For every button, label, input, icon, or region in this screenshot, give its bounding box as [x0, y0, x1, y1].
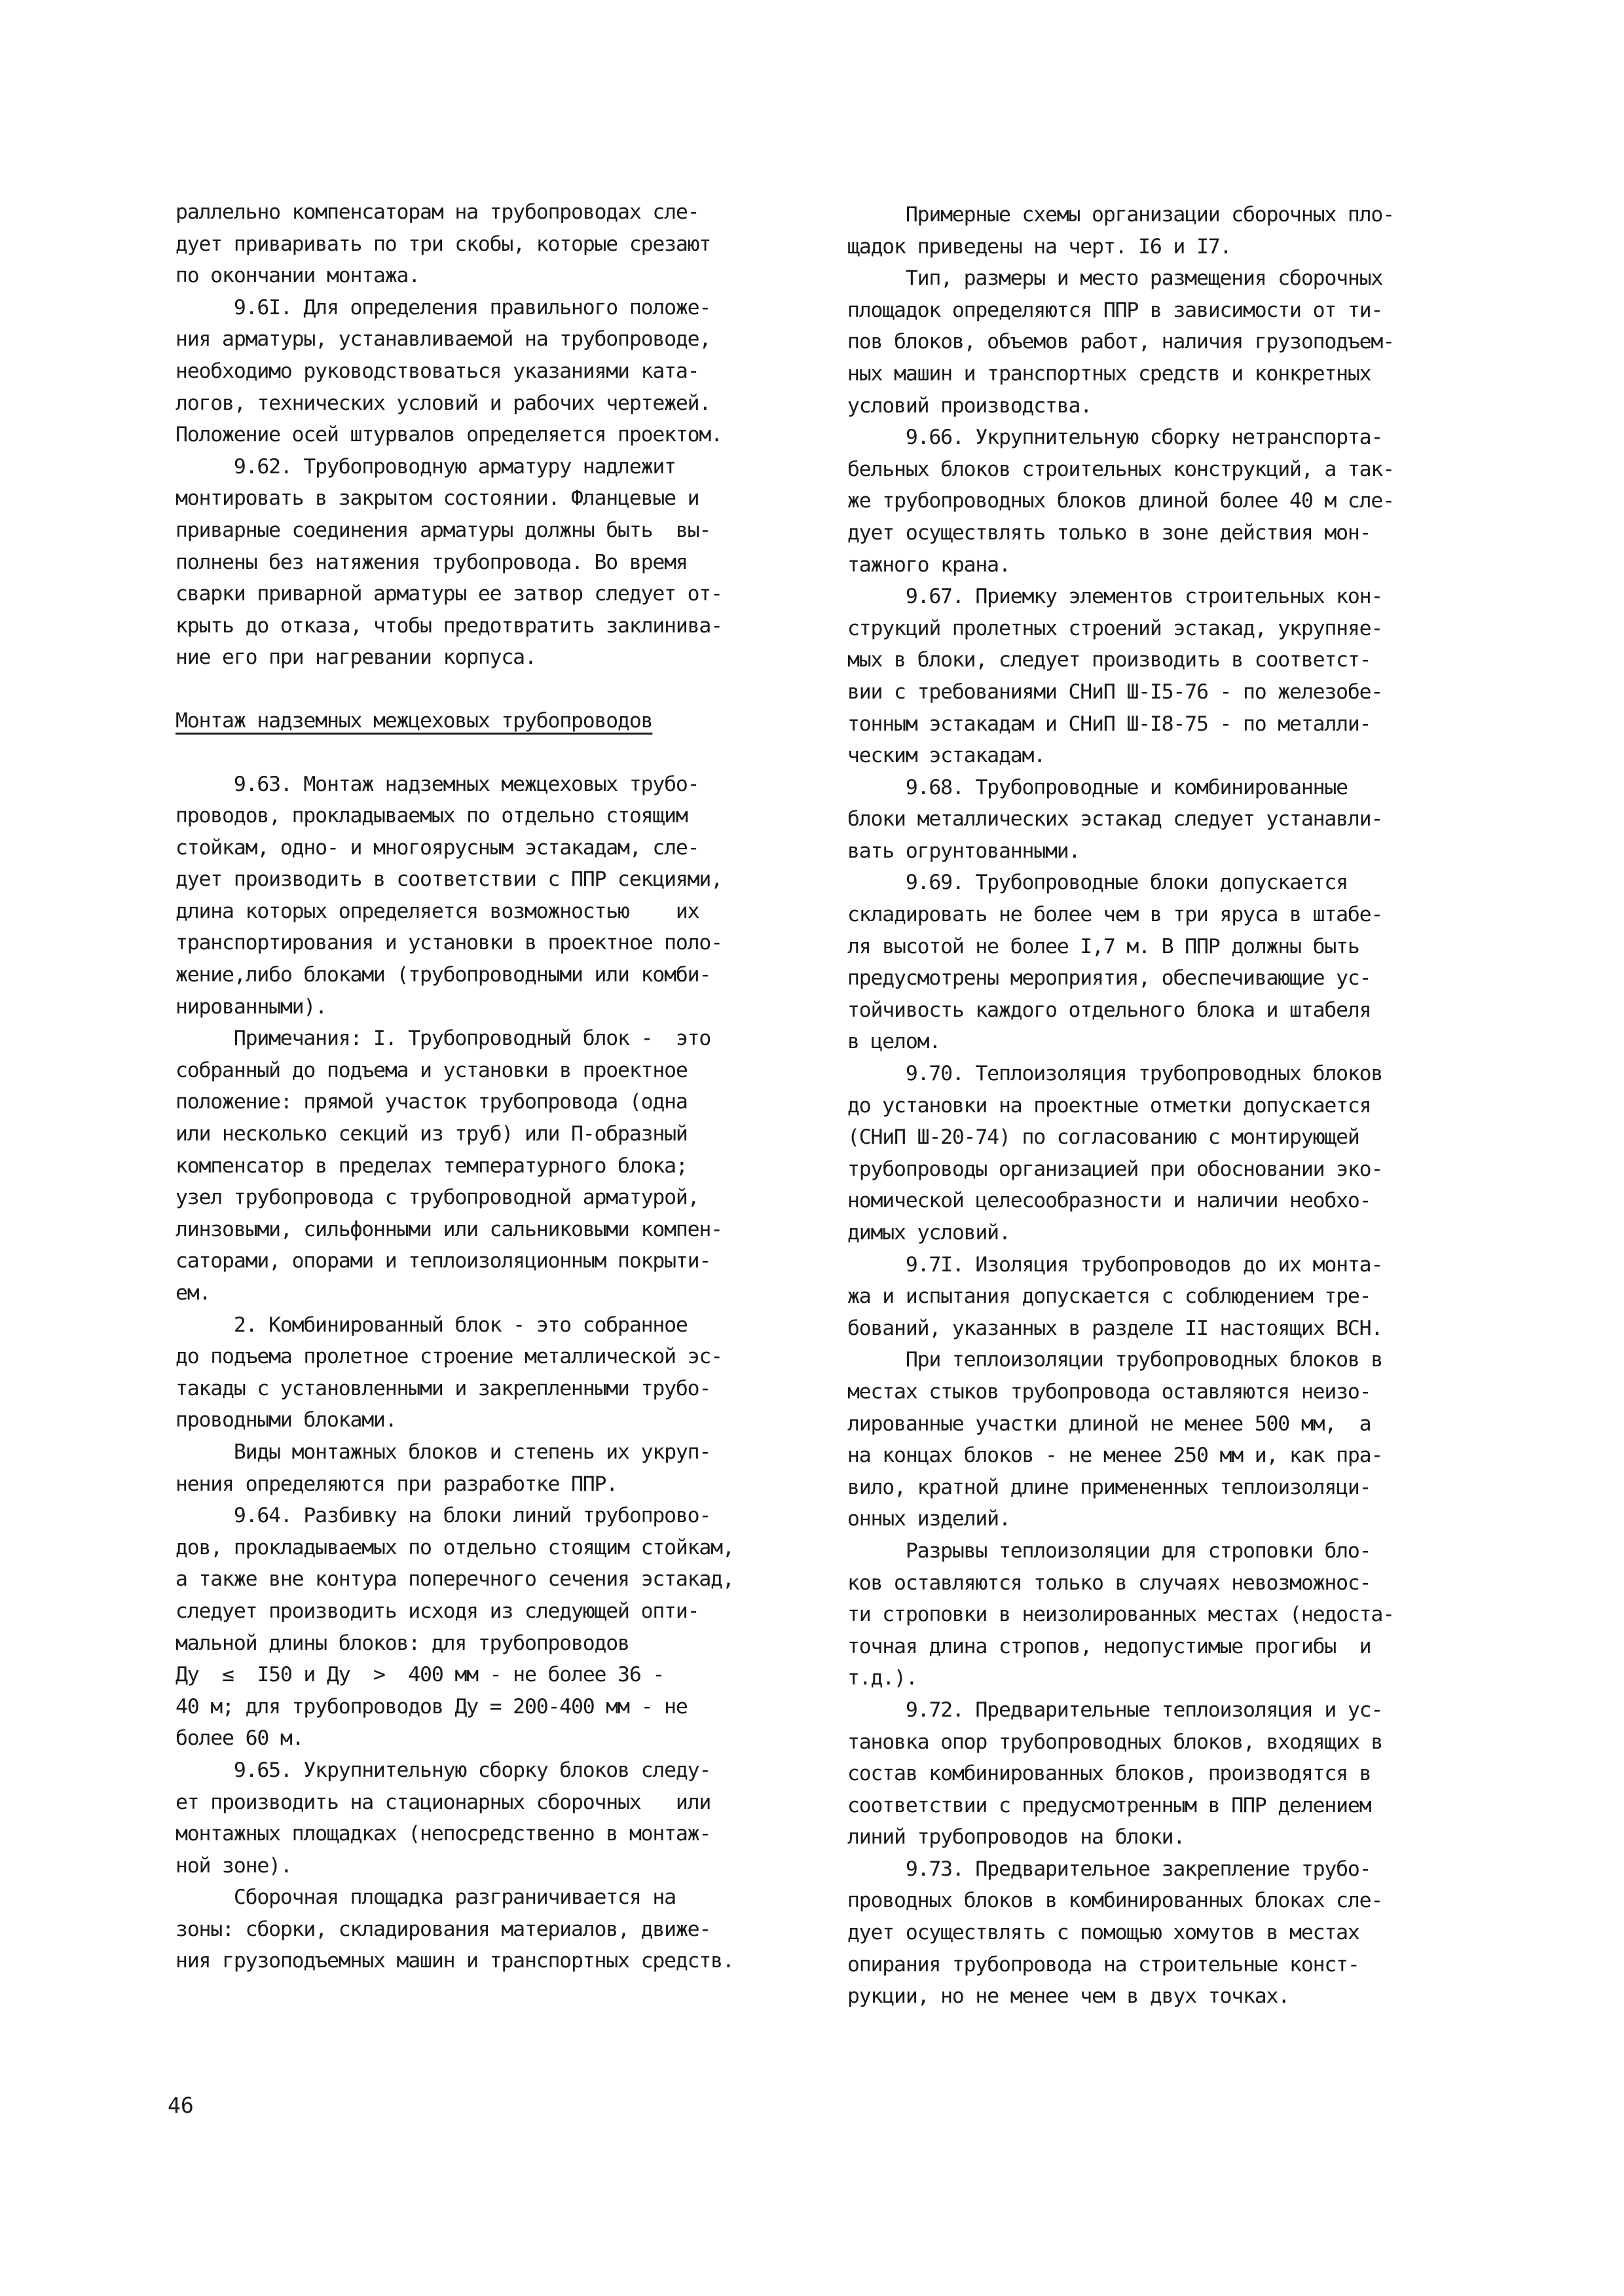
- text-line: монтажных площадках (непосредственно в монтаж-: [175, 1822, 711, 1846]
- text-line: компенсатор в пределах температурного блока;: [175, 1154, 688, 1178]
- text-line: необходимо руководствоваться указаниями ката-: [175, 359, 699, 383]
- text-line: узел трубопровода с трубопроводной арматурой,: [175, 1186, 699, 1210]
- text-line: 9.63. Монтаж надземных межцеховых трубо-: [175, 772, 699, 796]
- text-line: местах стыков трубопровода оставляются неизо-: [847, 1379, 1371, 1404]
- text-line: 9.73. Предварительное закрепление трубо-: [847, 1857, 1371, 1881]
- text-line: бельных блоков строительных конструкций, а так-: [847, 457, 1394, 481]
- text-line: монтировать в закрытом состоянии. Фланцевые и: [175, 486, 699, 511]
- text-line: более 60 м.: [175, 1726, 304, 1751]
- text-line: соответствии с предусмотренным в ППР делением: [847, 1793, 1371, 1817]
- text-line: логов, технических условий и рабочих чертежей.: [175, 391, 711, 415]
- text-line: раллельно компенсаторам на трубопроводах сле-: [175, 200, 699, 224]
- text-line: лированные участки длиной не менее 500 мм, а: [847, 1412, 1371, 1436]
- text-line: стойкам, одно- и многоярусным эстакадам, сле-: [175, 835, 699, 860]
- text-line: 2. Комбинированный блок - это собранное: [175, 1313, 688, 1337]
- text-line: тонным эстакадам и СНиП Ш-I8-75 - по металли-: [847, 712, 1371, 736]
- text-line: полнены без натяжения трубопровода. Во время: [175, 550, 688, 574]
- text-line: Разрывы теплоизоляции для строповки бло-: [847, 1539, 1371, 1563]
- text-line: 9.64. Разбивку на блоки линий трубопрово-: [175, 1504, 711, 1528]
- text-line: 9.70. Теплоизоляция трубопроводных блоков: [847, 1062, 1383, 1086]
- text-line: ем.: [175, 1281, 211, 1305]
- text-line: ков оставляются только в случаях невозможнос-: [847, 1571, 1371, 1595]
- text-line: блоки металлических эстакад следует устанавли-: [847, 807, 1383, 831]
- text-line: трубопроводы организацией при обосновании эко-: [847, 1157, 1383, 1181]
- text-line: 9.67. Приемку элементов строительных кон-: [847, 585, 1383, 609]
- text-line: 9.68. Трубопроводные и комбинированные: [847, 775, 1348, 799]
- text-line: Примерные схемы организации сборочных пло-: [847, 203, 1394, 227]
- left-column: [175, 196, 837, 1977]
- text-line: крыть до отказа, чтобы предотвратить заклинива-: [175, 613, 722, 638]
- text-line: такады с установленными и закрепленными трубо-: [175, 1376, 711, 1400]
- text-line: щадок приведены на черт. I6 и I7.: [847, 234, 1232, 259]
- left-block-2: [175, 769, 837, 1978]
- text-line: а также вне контура поперечного сечения эстакад,: [175, 1567, 734, 1592]
- text-line: ния арматуры, устанавливаемой на трубопроводе,: [175, 327, 711, 352]
- text-line: положение: прямой участок трубопровода (одна: [175, 1090, 688, 1114]
- text-line: длина которых определяется возможностью их: [175, 899, 699, 923]
- text-line: 9.72. Предварительные теплоизоляция и ус-: [847, 1698, 1383, 1722]
- text-line: нированными).: [175, 994, 327, 1019]
- text-line: условий производства.: [847, 393, 1092, 418]
- text-line: приварные соединения арматуры должны быть вы-: [175, 518, 711, 542]
- text-line: линзовыми, сильфонными или сальниковыми компен-: [175, 1217, 722, 1241]
- text-line: вии с требованиями СНиП Ш-I5-76 - по железобе-: [847, 680, 1383, 704]
- text-line: проводных блоков в комбинированных блоках сле-: [847, 1889, 1383, 1913]
- text-line: следует производить исходя из следующей опти-: [175, 1599, 699, 1623]
- text-line: мых в блоки, следует производить в соответст-: [847, 648, 1371, 672]
- text-line: саторами, опорами и теплоизоляционным покрыти-: [175, 1249, 711, 1273]
- text-line: зоны: сборки, складирования материалов, движе-: [175, 1917, 711, 1941]
- page-number: 46: [168, 2092, 194, 2118]
- text-line: транспортирования и установки в проектное поло-: [175, 931, 722, 955]
- text-line: Тип, размеры и место размещения сборочных: [847, 266, 1383, 291]
- text-line: проводов, прокладываемых по отдельно стоящим: [175, 804, 688, 828]
- text-line: ет производить на стационарных сборочных или: [175, 1790, 711, 1814]
- text-line: пов блоков, объемов работ, наличия грузоподъем-: [847, 330, 1394, 354]
- text-line: до подъема пролетное строение металлической эс-: [175, 1345, 722, 1369]
- text-line: Ду ≤ I50 и Ду > 400 мм - не более 36 -: [175, 1663, 665, 1687]
- text-line: ческим эстакадам.: [847, 744, 1045, 768]
- text-line: 9.62. Трубопроводную арматуру надлежит: [175, 454, 676, 479]
- text-line: тойчивость каждого отдельного блока и штабеля: [847, 998, 1371, 1022]
- text-line: Примечания: I. Трубопроводный блок - это: [175, 1027, 711, 1051]
- text-line: площадок определяются ППР в зависимости от ти-: [847, 298, 1383, 322]
- text-line: опирания трубопровода на строительные конст-: [847, 1952, 1359, 1977]
- text-line: ти строповки в неизолированных местах (недоста-: [847, 1603, 1394, 1627]
- text-line: по окончании монтажа.: [175, 264, 420, 288]
- text-line: ных машин и транспортных средств и конкретных: [847, 361, 1371, 386]
- text-line: ля высотой не более I,7 м. В ППР должны быть: [847, 934, 1359, 958]
- text-line: или несколько секций из труб) или П-образный: [175, 1122, 688, 1146]
- text-line: сварки приварной арматуры ее затвор следует от-: [175, 582, 722, 606]
- text-line: же трубопроводных блоков длиной более 40 м сле-: [847, 489, 1394, 513]
- text-line: 9.6I. Для определения правильного положе-: [175, 295, 711, 319]
- text-line: При теплоизоляции трубопроводных блоков в: [847, 1348, 1383, 1372]
- text-line: номической целесообразности и наличии необхо-: [847, 1189, 1371, 1213]
- text-line: бований, указанных в разделе II настоящих ВСН.: [847, 1316, 1383, 1340]
- section-heading: Монтаж надземных межцеховых трубопроводов: [175, 708, 653, 733]
- text-line: тажного крана.: [847, 553, 1010, 577]
- text-line: проводными блоками.: [175, 1408, 397, 1432]
- text-line: дует осуществлять с помощью хомутов в местах: [847, 1921, 1359, 1945]
- text-line: дует осуществлять только в зоне действия мон-: [847, 520, 1371, 545]
- text-line: жение,либо блоками (трубопроводными или комби-: [175, 963, 711, 987]
- text-line: состав комбинированных блоков, производятся в: [847, 1762, 1371, 1786]
- text-line: нения определяются при разработке ППР.: [175, 1472, 618, 1496]
- text-line: до установки на проектные отметки допускается: [847, 1093, 1371, 1118]
- text-line: димых условий.: [847, 1221, 1010, 1245]
- left-block-1: [175, 196, 837, 674]
- text-line: линий трубопроводов на блоки.: [847, 1825, 1185, 1850]
- text-line: жа и испытания допускается с соблюдением тре-: [847, 1285, 1371, 1309]
- text-line: дует приваривать по три скобы, которые срезают: [175, 232, 711, 256]
- text-line: на концах блоков - не менее 250 мм и, как пра-: [847, 1444, 1383, 1468]
- text-line: Сборочная площадка разграничивается на: [175, 1886, 676, 1910]
- text-line: ной зоне).: [175, 1853, 292, 1878]
- text-line: (СНиП Ш-20-74) по согласованию с монтирующей: [847, 1125, 1359, 1150]
- text-line: Виды монтажных блоков и степень их укруп-: [175, 1440, 711, 1464]
- text-line: дов, прокладываемых по отдельно стоящим стойкам,: [175, 1535, 734, 1559]
- right-column: [847, 199, 1509, 2013]
- text-line: вило, кратной длине примененных теплоизоляци-: [847, 1475, 1371, 1499]
- text-line: вать огрунтованными.: [847, 839, 1080, 863]
- text-line: онных изделий.: [847, 1507, 1010, 1531]
- text-line: ние его при нагревании корпуса.: [175, 646, 536, 670]
- text-line: Положение осей штурвалов определяется проектом.: [175, 423, 722, 447]
- text-line: струкций пролетных строений эстакад, укрупняе-: [847, 616, 1383, 640]
- text-line: т.д.).: [847, 1666, 917, 1690]
- text-line: 9.65. Укрупнительную сборку блоков следу-: [175, 1758, 711, 1782]
- text-line: тановка опор трубопроводных блоков, входящих в: [847, 1730, 1383, 1754]
- text-line: 40 м; для трубопроводов Ду = 200-400 мм - не: [175, 1694, 688, 1719]
- text-line: 9.7I. Изоляция трубопроводов до их монта-: [847, 1252, 1383, 1277]
- text-line: предусмотрены мероприятия, обеспечивающие ус-: [847, 966, 1371, 991]
- text-line: ния грузоподъемных машин и транспортных средств.: [175, 1949, 734, 1973]
- text-line: собранный до подъема и установки в проектное: [175, 1058, 688, 1082]
- text-line: в целом.: [847, 1030, 941, 1054]
- text-line: точная длина стропов, недопустимые прогибы и: [847, 1634, 1371, 1658]
- text-line: 9.66. Укрупнительную сборку нетранспорта-: [847, 426, 1383, 450]
- text-line: дует производить в соответствии с ППР секциями,: [175, 867, 722, 892]
- text-line: рукции, но не менее чем в двух точках.: [847, 1984, 1290, 2009]
- text-line: складировать не более чем в три яруса в штабе-: [847, 903, 1383, 927]
- text-line: мальной длины блоков: для трубопроводов: [175, 1631, 629, 1655]
- text-line: 9.69. Трубопроводные блоки допускается: [847, 871, 1348, 895]
